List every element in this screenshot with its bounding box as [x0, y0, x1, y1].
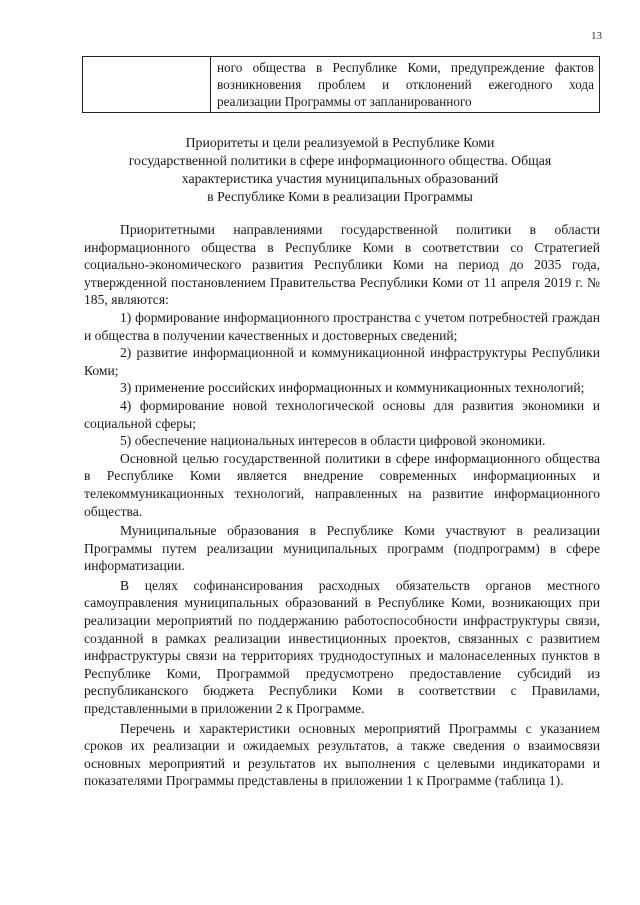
paragraph: Основной целью государственной политики в сфере информационного общества в Республике Коми является внедрение современных информационных и телекоммуникационных технологий, направленных на развитие информационного общества. [84, 450, 600, 519]
paragraph: Приоритетными направлениями государственной политики в области информационного общества в Республике Коми в соответствии со Стратегией социально-экономического развития Республики Коми на период до 2035 года, утвержденной постановлением Правительства Республики Коми от 11 апреля 2019 г. № 185, являются: [84, 222, 600, 308]
continued-table [82, 56, 600, 113]
heading-line: государственной политики в сфере информационного общества. Общая [128, 153, 552, 168]
list-item: 3) применение российских информационных и коммуникационных технологий; [120, 380, 585, 396]
list-item: 4) формирование новой технологической основы для развития экономики и социальной сферы; [84, 397, 600, 431]
body-text [84, 221, 600, 790]
heading-line: Приоритеты и цели реализуемой в Республике Коми [185, 135, 495, 150]
paragraph: В целях софинансирования расходных обязательств органов местного самоуправления муниципальных образований в Республике Коми, возникающих при реализации мероприятий по поддержанию работоспособности инфраструктуры связи, созданной в рамках реализации инвестиционных проектов, связанных с развитием инфраструктуры связи на территориях труднодоступных и малонаселенных пунктов в Республике Коми, Программой предусмотрено предоставление субсидий из республиканского бюджета Республики Коми в соответствии с Правилами, представленными в приложении 2 к Программе. [84, 577, 600, 717]
list-item: 2) развитие информационной и коммуникационной инфраструктуры Республики Коми; [84, 345, 600, 378]
page-number: 13 [591, 30, 602, 42]
heading-line: характеристика участия муниципальных образований [181, 171, 499, 186]
list-item: 5) обеспечение национальных интересов в области цифровой экономики. [120, 433, 546, 449]
table-cell-empty [83, 57, 211, 113]
paragraph: Муниципальные образования в Республике Коми участвуют в реализации Программы путем реализации муниципальных программ (подпрограмм) в сфере информатизации. [84, 523, 600, 574]
heading-line: в Республике Коми в реализации Программы [207, 189, 473, 204]
paragraph: Перечень и характеристики основных мероприятий Программы с указанием сроков их реализации и ожидаемых результатов, а также сведения о взаимосвязи основных мероприятий и результатов их выполнения с целевыми индикаторами и показателями Программы представлены в приложении 1 к Программе (таблица 1). [84, 720, 600, 789]
section-heading [80, 134, 600, 206]
list-item: 1) формирование информационного пространства с учетом потребностей граждан и общества в получении качественных и достоверных сведений; [84, 309, 600, 343]
table-row [83, 57, 600, 113]
table-cell-text: ного общества в Республике Коми, предупреждение фактов возникновения проблем и отклонений ежегодного хода реализации Программы от запланированного [211, 57, 600, 113]
